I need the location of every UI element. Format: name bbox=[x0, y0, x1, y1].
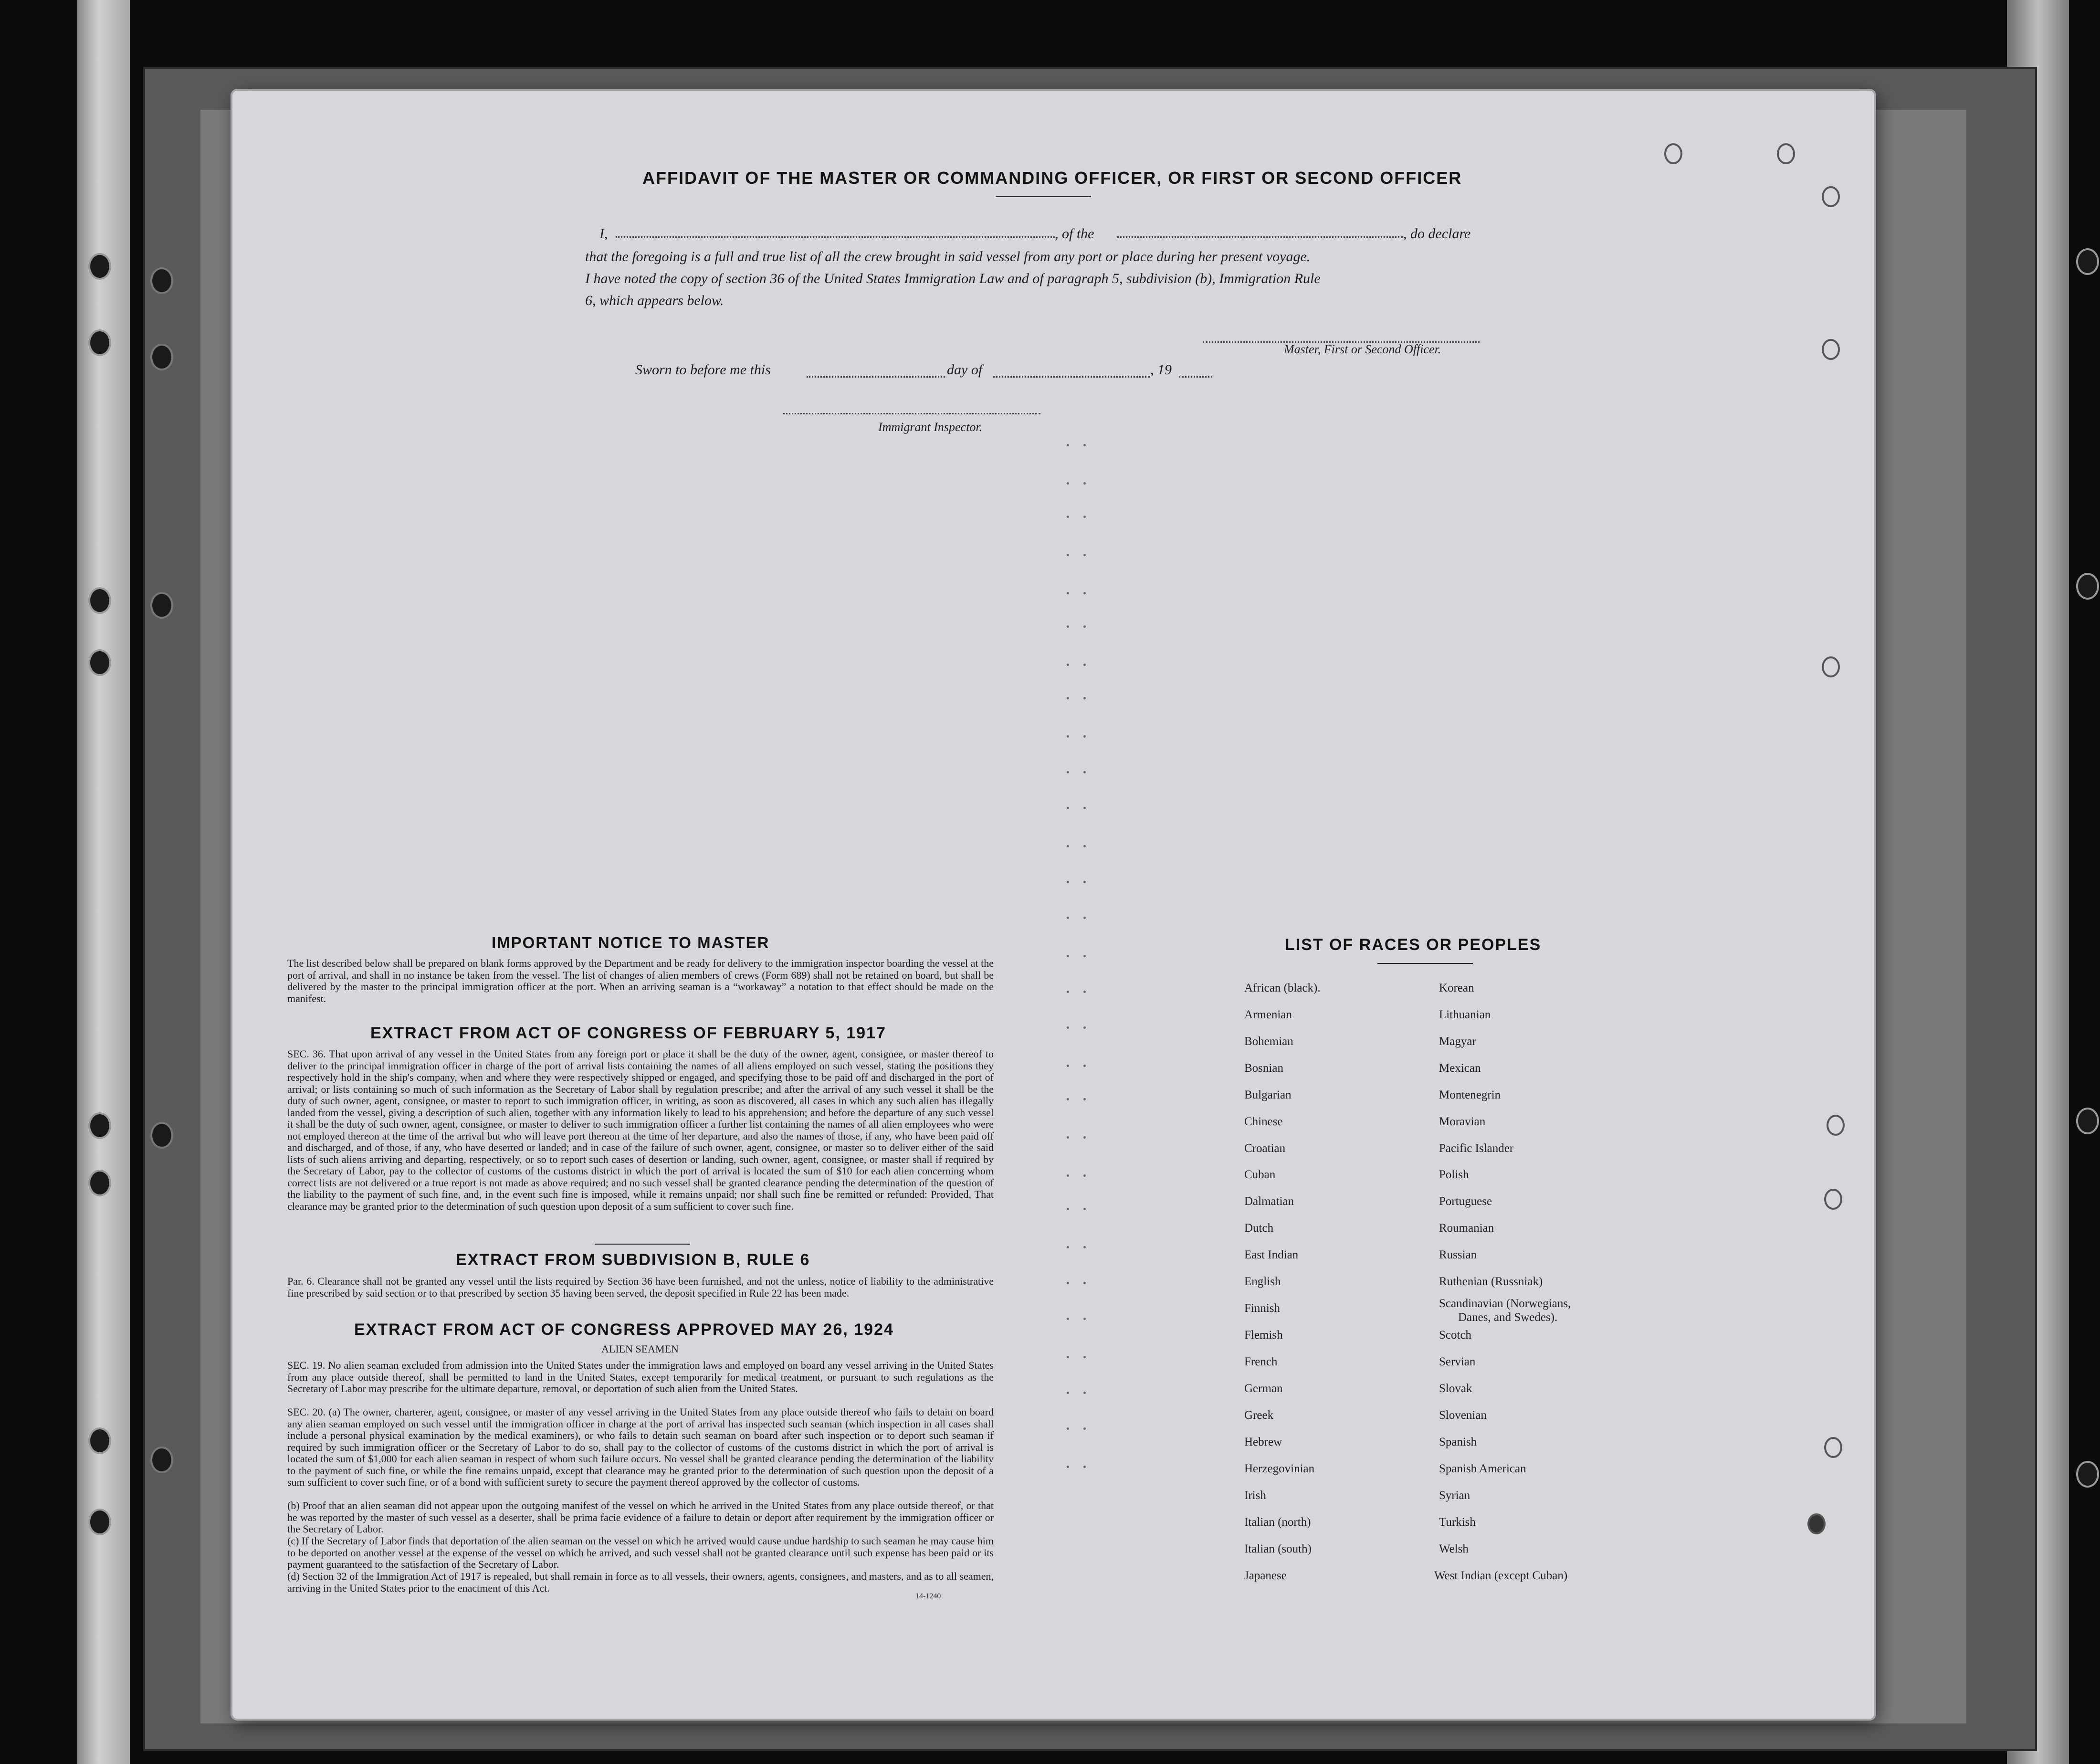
binder-hole bbox=[88, 329, 111, 356]
binder-hole bbox=[2076, 1108, 2099, 1134]
race-item: Roumanian bbox=[1439, 1222, 1494, 1235]
page-hole bbox=[1822, 339, 1840, 360]
races-title: LIST OF RACES OR PEOPLES bbox=[1285, 936, 1542, 954]
race-item: Pacific Islander bbox=[1439, 1142, 1514, 1155]
race-item: Moravian bbox=[1439, 1115, 1486, 1128]
binder-hole bbox=[150, 1122, 173, 1149]
page-hole bbox=[1822, 656, 1840, 677]
race-item: Mexican bbox=[1439, 1062, 1481, 1075]
subdivision-title: EXTRACT FROM SUBDIVISION B, RULE 6 bbox=[456, 1251, 810, 1269]
notice-body: The list described below shall be prepared on blank forms approved by the Department and be ready for delivery to the immigration inspector boarding the vessel at the port of arrival, and shall in no instance be taken from the vessel. The list of changes of alien members of crews (Form 689) shall not be retained on board, but shall be delivered by the master to the principal immigration officer at the port. When an arriving seaman is a “workaway” a notation to that effect should be made on the manifest. bbox=[287, 957, 994, 1004]
race-item: Slovenian bbox=[1439, 1409, 1487, 1422]
race-item: Korean bbox=[1439, 982, 1474, 994]
race-item: Spanish bbox=[1439, 1436, 1477, 1448]
race-item: African (black). bbox=[1244, 982, 1321, 994]
race-item: German bbox=[1244, 1382, 1283, 1395]
race-item: Cuban bbox=[1244, 1168, 1276, 1181]
race-item: Irish bbox=[1244, 1489, 1266, 1502]
form-number: 14-1240 bbox=[915, 1592, 941, 1600]
race-item: Spanish American bbox=[1439, 1462, 1526, 1475]
race-item: Turkish bbox=[1439, 1516, 1476, 1529]
extract-1917-body: SEC. 36. That upon arrival of any vessel in the United States from any foreign port or place it shall be the duty of the owner, agent, consignee, or master thereof to deliver to the principal immigration officer in charge of the port of arrival lists containing the names of all aliens employed on such vessel, stating the positions they respectively hold in the ship's company, when and where they were respectively shipped or engaged, and specifying those to be paid off and discharged in the port of arrival; or lists containing so much of such information as the Secretary of Labor shall by regulation prescribe; and after the arrival of any such vessel it shall be the duty of such owner, agent, consignee, or master to report to such immigration officer, in writing, as soon as discovered, all cases in which any such alien has illegally landed from the vessel, giving a description of such alien, together with any information likely to lead to his apprehension; and before the departure of any such vessel it shall be the duty of such owner, agent, consignee, or master to deliver to such immigration officer a further list containing the names of all alien employees who were not employed thereon at the time of the arrival but who will leave port thereon at the time of her departure, and also the names of those, if any, who have been paid off and discharged, and of those, if any, who have deserted or landed; and in case of the failure of such owner, agent, consignee, or master so to deliver either of the said lists of such aliens arriving and departing, respectively, or so to report such cases of desertion or landing, such owner, agent, consignee, or master shall if required by the Secretary of Labor, pay to the collector of customs of the customs district in which the port of arrival is located the sum of $10 for each alien concerning whom correct lists are not delivered or a true report is not made as above required; and no such vessel shall be granted clearance pending the determination of the question of the liability to the payment of such fine, and, in the event such fine is imposed, while it remains unpaid; nor shall such fine be remitted or refunded: Provided, That clearance may be granted prior to the determination of such question upon deposit of a sum sufficient to cover such fine. bbox=[287, 1048, 994, 1212]
binder-hole bbox=[88, 587, 111, 614]
page-hole bbox=[1824, 1189, 1842, 1210]
race-item: Scandinavian (Norwegians, bbox=[1439, 1297, 1571, 1310]
page-hole bbox=[1807, 1513, 1826, 1534]
race-item: Magyar bbox=[1439, 1035, 1476, 1048]
race-item: Slovak bbox=[1439, 1382, 1472, 1395]
vessel-blank bbox=[1117, 236, 1403, 238]
name-blank bbox=[616, 236, 1055, 238]
race-item: Scotch bbox=[1439, 1329, 1472, 1341]
binder-hole bbox=[150, 267, 173, 294]
races-rule bbox=[1377, 963, 1473, 964]
binder-hole bbox=[88, 649, 111, 676]
race-item: Chinese bbox=[1244, 1115, 1283, 1128]
race-item: Greek bbox=[1244, 1409, 1274, 1422]
binder-hole bbox=[88, 1170, 111, 1196]
race-item: West Indian (except Cuban) bbox=[1434, 1569, 1568, 1582]
binder-hole bbox=[2076, 573, 2099, 600]
title-rule bbox=[996, 196, 1091, 197]
master-signature-label: Master, First or Second Officer. bbox=[1284, 342, 1441, 356]
page-hole bbox=[1822, 186, 1840, 207]
race-item: Dutch bbox=[1244, 1222, 1274, 1235]
race-item: Bosnian bbox=[1244, 1062, 1283, 1075]
year-label: , 19 bbox=[1150, 362, 1172, 378]
affidavit-line-3: I have noted the copy of section 36 of the United States Immigration Law and of paragraph 5, subdivision (b), Immigration Rule bbox=[585, 271, 1321, 286]
sec-20a-body: SEC. 20. (a) The owner, charterer, agent, consignee, or master of any vessel arriving in the United States from any place outside thereof who fails to detain on board any alien seaman employed on such vessel until the immigration officer in charge at the port of arrival has inspected such seaman (which inspection in all cases shall include a personal physical examination by the medical examiners), or who fails to detain such seaman on board after such inspection or to deport such seaman if required by such immigration officer or the Secretary of Labor to do so, shall pay to the collector of customs of the customs district in which the port of arrival is located the sum of $1,000 for each alien seaman in respect of whom such failure occurs. No vessel shall be granted clearance pending the determination of the liability to the payment of such fine, or while the fine remains unpaid, except that clearance may be granted prior to the determination of such question upon the deposit of a sum sufficient to cover such fine, or of a bond with sufficient surety to secure the payment thereof approved by the collector of customs. bbox=[287, 1406, 994, 1488]
inspector-signature-blank bbox=[783, 413, 1040, 414]
inspector-signature-label: Immigrant Inspector. bbox=[878, 420, 983, 434]
race-item: Danes, and Swedes). bbox=[1458, 1311, 1558, 1324]
binder-hole bbox=[150, 592, 173, 619]
race-item: Flemish bbox=[1244, 1329, 1283, 1341]
page-hole bbox=[1664, 143, 1682, 164]
race-item: Russian bbox=[1439, 1248, 1477, 1261]
affidavit-of-the: , of the bbox=[1055, 226, 1094, 242]
race-item: Dalmatian bbox=[1244, 1195, 1294, 1208]
binder-hole bbox=[2076, 248, 2099, 275]
race-item: Italian (south) bbox=[1244, 1542, 1312, 1555]
affidavit-i: I, bbox=[599, 226, 608, 242]
binder-hole bbox=[88, 1112, 111, 1139]
extract-1924-title: EXTRACT FROM ACT OF CONGRESS APPROVED MAY 26, 1924 bbox=[354, 1320, 894, 1339]
sec-20b-body: (b) Proof that an alien seaman did not appear upon the outgoing manifest of the vessel on which he arrived in the United States from any place outside thereof, or that he was reported by the master of such vessel as a deserter, shall be prima facie evidence of a failure to detain or deport after requirement by the immigration officer or the Secretary of Labor. bbox=[287, 1500, 994, 1535]
binder-hole bbox=[88, 1509, 111, 1535]
race-item: Servian bbox=[1439, 1355, 1476, 1368]
sworn-month-blank bbox=[993, 376, 1150, 378]
race-item: Japanese bbox=[1244, 1569, 1287, 1582]
sworn-day-blank bbox=[807, 376, 945, 378]
race-item: Italian (north) bbox=[1244, 1516, 1311, 1529]
race-item: Croatian bbox=[1244, 1142, 1286, 1155]
race-item: French bbox=[1244, 1355, 1278, 1368]
binder-hole bbox=[150, 1447, 173, 1473]
page-hole bbox=[1824, 1437, 1842, 1458]
subdivision-body: Par. 6. Clearance shall not be granted any vessel until the lists required by Section 36 have been furnished, and not the unless, notice of liability to the administrative fine prescribed by said section or to that prescribed by section 35 having been served, the deposit specified in Rule 22 has been made. bbox=[287, 1275, 994, 1299]
race-item: Ruthenian (Russniak) bbox=[1439, 1275, 1543, 1288]
binder-hole bbox=[88, 253, 111, 280]
binder-hole bbox=[88, 1427, 111, 1454]
race-item: Lithuanian bbox=[1439, 1008, 1491, 1021]
race-item: Welsh bbox=[1439, 1542, 1469, 1555]
affidavit-line-4: 6, which appears below. bbox=[585, 293, 724, 308]
race-item: Bohemian bbox=[1244, 1035, 1293, 1048]
race-item: Hebrew bbox=[1244, 1436, 1282, 1448]
binder-hole bbox=[150, 344, 173, 370]
race-item: Herzegovinian bbox=[1244, 1462, 1315, 1475]
alien-seamen-subtitle: ALIEN SEAMEN bbox=[601, 1343, 679, 1355]
binder-hole bbox=[2076, 1461, 2099, 1488]
notice-title: IMPORTANT NOTICE TO MASTER bbox=[492, 934, 770, 951]
extract-1917-title: EXTRACT FROM ACT OF CONGRESS OF FEBRUARY 5, 1917 bbox=[370, 1024, 886, 1042]
sec-20d-body: (d) Section 32 of the Immigration Act of 1917 is repealed, but shall remain in force as to all vessels, their owners, agents, consignees, and masters, and as to all seamen, arriving in the United States prior to the enactment of this Act. bbox=[287, 1570, 994, 1594]
race-item: Finnish bbox=[1244, 1302, 1281, 1315]
affidavit-title: AFFIDAVIT OF THE MASTER OR COMMANDING OFFICER, OR FIRST OR SECOND OFFICER bbox=[642, 168, 1462, 188]
affidavit-line-2: that the foregoing is a full and true list of all the crew brought in said vessel from any port or place during her present voyage. bbox=[585, 249, 1311, 264]
race-item: East Indian bbox=[1244, 1248, 1299, 1261]
race-item: Montenegrin bbox=[1439, 1088, 1501, 1101]
sworn-year-blank bbox=[1179, 376, 1212, 378]
sworn-label: Sworn to before me this bbox=[635, 362, 771, 378]
race-item: Syrian bbox=[1439, 1489, 1470, 1502]
sec-20c-body: (c) If the Secretary of Labor finds that deportation of the alien seaman on the vessel on which he arrived would cause undue hardship to such seaman he may cause him to be deported on another vessel at the expense of the vessel on which he arrived, and such vessel shall not be granted clearance until such expense has been paid or its payment guaranteed to the satisfaction of the Secretary of Labor. bbox=[287, 1535, 994, 1570]
section-rule bbox=[595, 1244, 690, 1245]
race-item: Portuguese bbox=[1439, 1195, 1492, 1208]
page-hole bbox=[1827, 1115, 1845, 1136]
race-item: English bbox=[1244, 1275, 1281, 1288]
race-item: Bulgarian bbox=[1244, 1088, 1292, 1101]
day-of-label: day of bbox=[947, 362, 983, 378]
affidavit-declare: , do declare bbox=[1403, 226, 1471, 242]
race-item: Armenian bbox=[1244, 1008, 1292, 1021]
race-item: Polish bbox=[1439, 1168, 1469, 1181]
sec-19-body: SEC. 19. No alien seaman excluded from admission into the United States under the immigration laws and employed on board any vessel arriving in the United States from any place outside thereof, shall be permitted to land in the United States, except temporarily for medical treatment, or pursuant to such regulations as the Secretary of Labor may prescribe for the ultimate departure, removal, or deportation of such alien from the United States. bbox=[287, 1359, 994, 1394]
page-hole bbox=[1777, 143, 1795, 164]
